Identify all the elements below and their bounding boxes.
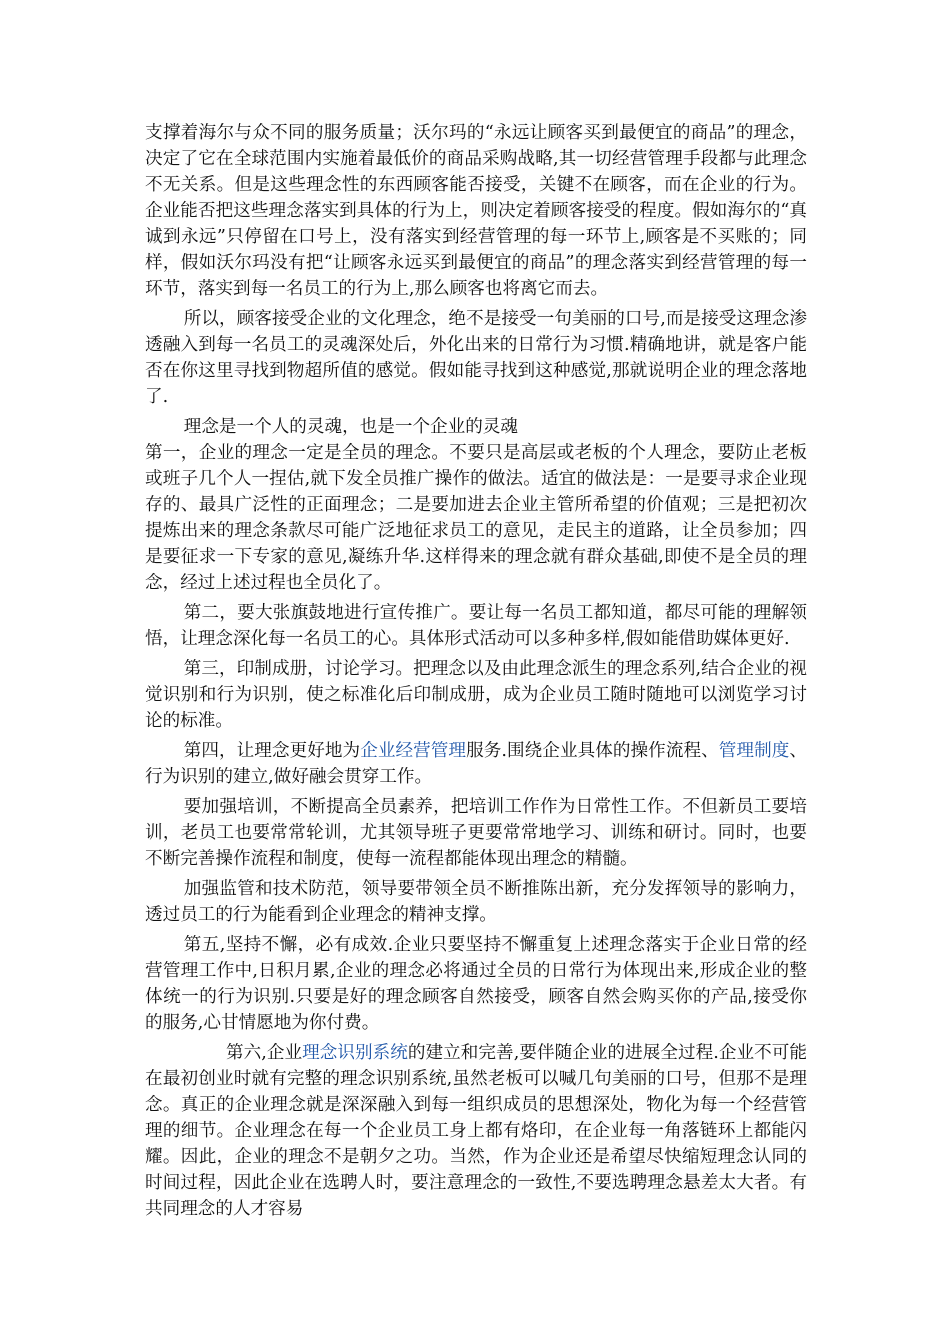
paragraph-supervision [145, 876, 807, 928]
paragraph-text: 所以，顾客接受企业的文化理念，绝不是接受一句美丽的口号,而是接受这理念渗透融入到每一名员工的灵魂深处后，外化出来的日常行为习惯.精确地讲，就是客户能否在你这里寻找到物超所值的感觉。假如能寻找到这种感觉,那就说明企业的理念落地了. [145, 309, 807, 407]
paragraph-point-six [145, 1040, 807, 1222]
heading-text: 理念是一个人的灵魂，也是一个企业的灵魂 [183, 417, 519, 437]
paragraph-text: 服务.围绕企业具体的操作流程、 [466, 741, 719, 761]
section-heading [145, 414, 807, 440]
paragraph-point-five [145, 932, 807, 1036]
paragraph-text: 的建立和完善,要伴随企业的进展全过程.企业不可能在最初创业时就有完整的理念识别系统,虽然老板可以喊几句美丽的口号，但那不是理念。真正的企业理念就是深深融入到每一组织成员的思想深处，物化为每一个经营管理的细节。企业理念在每一个企业员工身上都有烙印，在企业每一角落链环上都能闪耀。因此，企业的理念不是朝夕之功。当然，作为企业还是希望尽快缩短理念认同的时间过程，因此企业在选聘人时，要注意理念的一致性,不要选聘理念悬差太大者。有共同理念的人才容易 [145, 1043, 808, 1219]
link-identity-system[interactable]: 理念识别系统 [302, 1043, 408, 1063]
paragraph-text: 第三，印制成册，讨论学习。把理念以及由此理念派生的理念系列,结合企业的视觉识别和行为识别，使之标准化后印制成册，成为企业员工随时随地可以浏览学习讨论的标准。 [145, 659, 807, 731]
paragraph-point-four [145, 738, 807, 790]
paragraph-text: 支撑着海尔与众不同的服务质量；沃尔玛的“永远让顾客买到最便宜的商品”的理念，决定了它在全球范围内实施着最低价的商品采购战略,其一切经营管理手段都与此理念不无关系。但是这些理念性的东西顾客能否接受，关键不在顾客，而在企业的行为。企业能否把这些理念落实到具体的行为上，则决定着顾客接受的程度。假如海尔的“真诚到永远”只停留在口号上，没有落实到经营管理的每一环节上,顾客是不买账的；同样，假如沃尔玛没有把“让顾客永远买到最便宜的商品”的理念落实到经营管理的每一环节，落实到每一名员工的行为上,那么顾客也将离它而去。 [145, 123, 807, 299]
paragraph-text: 第四，让理念更好地为 [183, 741, 361, 761]
paragraph-text: 、行为识别的建立,做好融会贯穿工作。 [145, 741, 807, 787]
paragraph-text: 要加强培训，不断提高全员素养，把培训工作作为日常性工作。不但新员工要培训，老员工也要常常轮训，尤其领导班子更要常常地学习、训练和研讨。同时，也要不断完善操作流程和制度，使每一流程都能体现出理念的精髓。 [145, 797, 807, 869]
document-page [145, 120, 807, 1222]
link-enterprise-management[interactable]: 企业经营管理 [360, 741, 467, 761]
paragraph-text: 第五,坚持不懈，必有成效.企业只要坚持不懈重复上述理念落实于企业日常的经营管理工作中,日积月累,企业的理念必将通过全员的日常行为体现出来,形成企业的整体统一的行为识别.只要是好的理念顾客自然接受，顾客自然会购买你的产品,接受你的服务,心甘情愿地为你付费。 [145, 935, 807, 1033]
paragraph-point-one [145, 440, 807, 596]
paragraph-customer-acceptance [145, 306, 807, 410]
paragraph-text: 第一，企业的理念一定是全员的理念。不要只是高层或老板的个人理念，要防止老板或班子几个人一捏估,就下发全员推广操作的做法。适宜的做法是：一是要寻求企业现存的、最具广泛性的正面理念；二是要加进去企业主管所希望的价值观；三是把初次提炼出来的理念条款尽可能广泛地征求员工的意见，走民主的道路，让全员参加；四是要征求一下专家的意见,凝练升华.这样得来的理念就有群众基础,即使不是全员的理念，经过上述过程也全员化了。 [145, 443, 807, 593]
link-management-system[interactable]: 管理制度 [718, 741, 790, 761]
paragraph-text: 第二，要大张旗鼓地进行宣传推广。要让每一名员工都知道，都尽可能的理解领悟，让理念深化每一名员工的心。具体形式活动可以多种多样,假如能借助媒体更好. [145, 603, 807, 649]
paragraph-text: 加强监管和技术防范，领导要带领全员不断推陈出新，充分发挥领导的影响力，透过员工的行为能看到企业理念的精神支撑。 [145, 879, 807, 925]
paragraph-training [145, 794, 807, 872]
paragraph-point-three [145, 656, 807, 734]
paragraph-point-two [145, 600, 807, 652]
paragraph-text: 第六,企业 [225, 1043, 303, 1063]
paragraph-haier-walmart [145, 120, 807, 302]
